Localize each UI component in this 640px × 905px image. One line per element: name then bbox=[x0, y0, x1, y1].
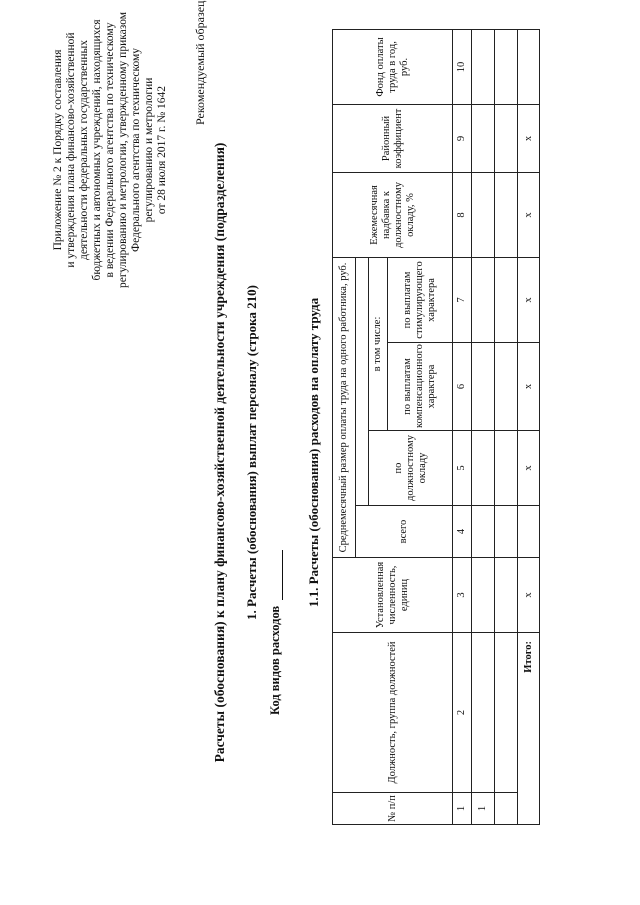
total-row bbox=[518, 29, 540, 824]
header-monthly-bonus: Ежемесячная надбавка к должностному окладу, % bbox=[333, 172, 453, 257]
table-cell[interactable] bbox=[472, 506, 495, 558]
total-cell: x bbox=[518, 343, 540, 431]
table-cell[interactable] bbox=[495, 29, 518, 104]
recommended-sample-label: Рекомендуемый образец bbox=[193, 0, 207, 125]
expense-code-field[interactable] bbox=[270, 550, 283, 600]
total-cell: x bbox=[518, 104, 540, 172]
column-number: 7 bbox=[453, 257, 472, 342]
column-number: 6 bbox=[453, 343, 472, 431]
header-blank bbox=[356, 257, 369, 505]
header-num: № п/п bbox=[333, 793, 453, 825]
total-label: Итого: bbox=[518, 633, 540, 825]
approval-line: Приложение № 2 к Порядку составления bbox=[52, 49, 64, 251]
column-number: 3 bbox=[453, 558, 472, 633]
total-cell[interactable] bbox=[518, 506, 540, 558]
approval-line: от 28 июля 2017 г. № 1642 bbox=[156, 85, 168, 215]
total-cell[interactable] bbox=[518, 29, 540, 104]
approval-line: деятельности федеральных государственных bbox=[78, 39, 90, 261]
approval-line: регулированию и метрологии bbox=[143, 77, 155, 223]
column-number: 8 bbox=[453, 172, 472, 257]
approval-note bbox=[52, 5, 169, 295]
approval-line: регулированию и метрологии, утвержденному приказом bbox=[117, 11, 129, 289]
header-compensation: по выплатам компенсационного характера bbox=[388, 343, 453, 431]
column-number: 2 bbox=[453, 633, 472, 793]
table-cell[interactable] bbox=[472, 343, 495, 431]
table-cell[interactable] bbox=[495, 506, 518, 558]
approval-line: в ведении Федерального агентства по техническому bbox=[104, 22, 116, 278]
table-cell[interactable] bbox=[495, 257, 518, 342]
header-average-pay: Среднемесячный размер оплаты труда на одного работника, руб. bbox=[333, 257, 356, 557]
table-row bbox=[495, 29, 518, 824]
column-number: 1 bbox=[453, 793, 472, 825]
section-1-1-title: 1.1. Расчеты (обоснования) расходов на оплату труда bbox=[306, 297, 321, 608]
table-cell[interactable] bbox=[495, 172, 518, 257]
expense-code-line bbox=[268, 550, 283, 715]
table-cell[interactable] bbox=[495, 793, 518, 825]
row-number: 1 bbox=[472, 793, 495, 825]
table-cell[interactable] bbox=[495, 104, 518, 172]
table-cell[interactable] bbox=[495, 343, 518, 431]
table-cell[interactable] bbox=[472, 257, 495, 342]
column-number: 4 bbox=[453, 506, 472, 558]
payroll-table bbox=[332, 29, 540, 825]
table-cell[interactable] bbox=[472, 431, 495, 506]
total-cell: x bbox=[518, 257, 540, 342]
header-total: всего bbox=[356, 506, 453, 558]
total-cell: x bbox=[518, 431, 540, 506]
table-cell[interactable] bbox=[472, 172, 495, 257]
table-cell[interactable] bbox=[495, 558, 518, 633]
table-cell[interactable] bbox=[472, 104, 495, 172]
approval-line: Федерального агентства по техническому bbox=[130, 47, 142, 253]
header-annual-fund: Фонд оплаты труда в год, руб. bbox=[333, 29, 453, 104]
section-1-title: 1. Расчеты (обоснования) выплат персоналу (строка 210) bbox=[244, 285, 259, 620]
table-cell[interactable] bbox=[495, 431, 518, 506]
header-stimulating: по выплатам стимулирующего характера bbox=[388, 257, 453, 342]
header-salary: по должностному окладу bbox=[369, 431, 453, 506]
column-number-row bbox=[453, 29, 472, 824]
header-including: в том числе: bbox=[369, 257, 388, 430]
header-position: Должность, группа должностей bbox=[333, 633, 453, 793]
column-number: 10 bbox=[453, 29, 472, 104]
table-row bbox=[472, 29, 495, 824]
table-cell[interactable] bbox=[472, 29, 495, 104]
approval-line: и утверждения плана финансово-хозяйственной bbox=[65, 32, 77, 268]
header-regional-coefficient: Районный коэффициент bbox=[333, 104, 453, 172]
table-cell[interactable] bbox=[472, 558, 495, 633]
total-cell: x bbox=[518, 558, 540, 633]
approval-line: бюджетных и автономных учреждений, находящихся bbox=[91, 19, 103, 281]
main-title: Расчеты (обоснования) к плану финансово-хозяйственной деятельности учреждения (подразделения) bbox=[212, 142, 227, 763]
expense-code-label: Код видов расходов bbox=[268, 605, 282, 715]
total-cell: x bbox=[518, 172, 540, 257]
table-cell[interactable] bbox=[472, 633, 495, 793]
table-cell[interactable] bbox=[495, 633, 518, 793]
column-number: 9 bbox=[453, 104, 472, 172]
header-headcount: Установленная численность, единиц bbox=[333, 558, 453, 633]
column-number: 5 bbox=[453, 431, 472, 506]
